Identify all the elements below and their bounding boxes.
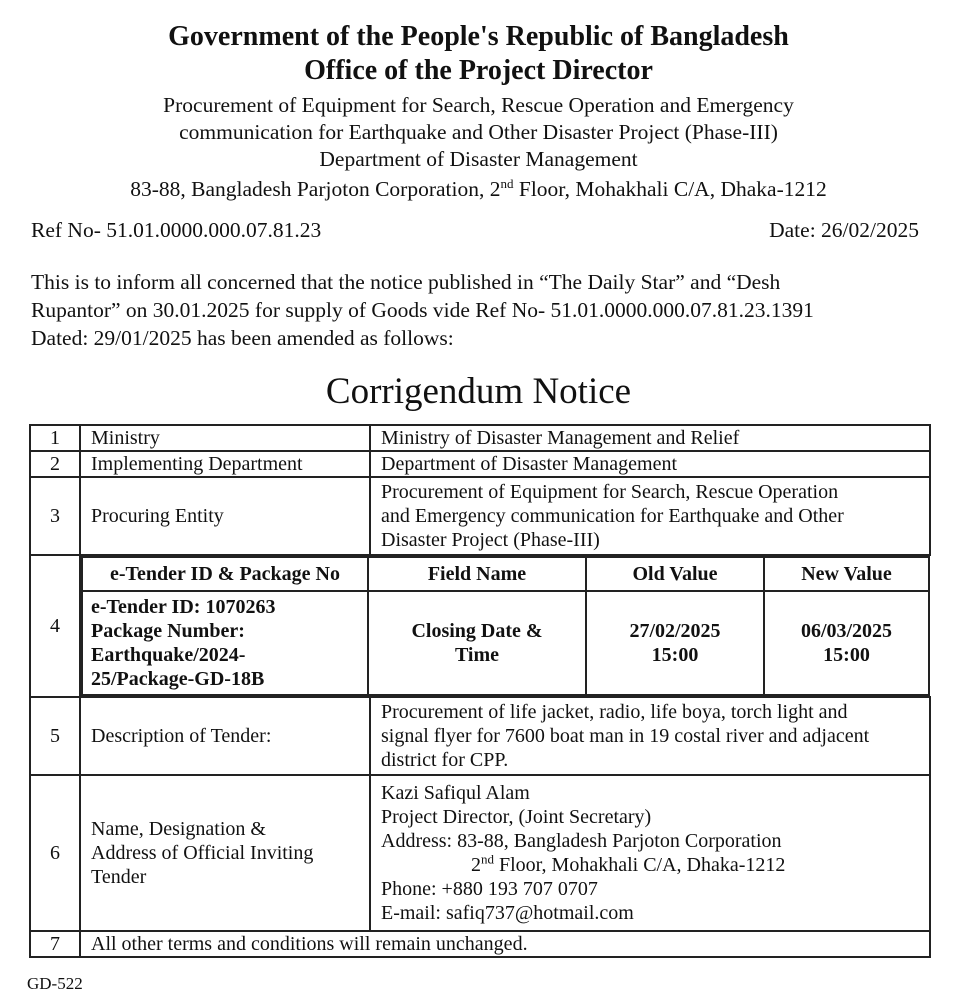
table-row-tender-change: 4 e-Tender ID & Package No Field Name Old Value New Value e-Tender ID: 1070263 Package Number: Earthquake/2024- 25/Package-GD-18B Closing Date & Time 27/02/2025 15:00 06/03/2025 15:00 <box>30 555 930 697</box>
intro-paragraph: This is to inform all concerned that the notice published in “The Daily Star” and “Desh Rupantor” on 30.01.2025 for supply of Goods vide Ref No- 51.01.0000.000.07.81.23.1391 Dated: 29/01/2025 has been amended as follows: <box>31 270 814 350</box>
ref-number: Ref No- 51.01.0000.000.07.81.23 <box>31 218 322 242</box>
tender-change-table: e-Tender ID & Package No Field Name Old Value New Value e-Tender ID: 1070263 Package Number: Earthquake/2024- 25/Package-GD-18B Closing Date & Time 27/02/2025 15:00 06/03/2025 15:00 <box>81 556 930 696</box>
table-row: 5 Description of Tender: Procurement of life jacket, radio, life boya, torch light and signal flyer for 7600 boat man in 19 costal river and adjacent district for CPP. <box>30 697 930 775</box>
official-phone: Phone: +880 193 707 0707 <box>381 878 598 900</box>
office-address: 83-88, Bangladesh Parjoton Corporation, 2nd Floor, Mohakhali C/A, Dhaka-1212 <box>130 175 827 201</box>
notice-date: Date: 26/02/2025 <box>769 218 919 242</box>
old-closing-value: 27/02/2025 15:00 <box>586 591 764 695</box>
official-email: E-mail: safiq737@hotmail.com <box>381 902 634 924</box>
table-row: 3 Procuring Entity Procurement of Equipment for Search, Rescue Operation and Emergency communication for Earthquake and Other Disaster Project (Phase-III) <box>30 477 930 555</box>
project-name-line2: communication for Earthquake and Other Disaster Project (Phase-III) <box>179 120 778 144</box>
table-row: 1 Ministry Ministry of Disaster Management and Relief <box>30 425 930 451</box>
new-closing-value: 06/03/2025 15:00 <box>764 591 929 695</box>
department-line: Department of Disaster Management <box>319 147 638 171</box>
gd-code: GD-522 <box>27 974 83 993</box>
letterhead <box>0 20 957 203</box>
project-name-line1: Procurement of Equipment for Search, Rescue Operation and Emergency <box>163 93 794 117</box>
table-row: 2 Implementing Department Department of Disaster Management <box>30 451 930 477</box>
corrigendum-table <box>29 424 931 958</box>
official-name: Kazi Safiqul Alam <box>381 782 530 804</box>
reference-row <box>31 218 919 243</box>
table-row: 6 Name, Designation & Address of Official Inviting Tender Kazi Safiqul Alam Project Director, (Joint Secretary) Address: 83-88, Bangladesh Parjoton Corporation 2nd Floor, Mohakhali C/A, Dhaka-1212 Phone: +880 193 707 0707 E-mail: safiq737@hotmail.com <box>30 775 930 931</box>
tender-id: e-Tender ID: 1070263 <box>91 596 276 618</box>
notice-title: Corrigendum Notice <box>325 371 632 412</box>
government-title: Government of the People's Republic of Bangladesh <box>168 21 789 52</box>
table-row: 7 All other terms and conditions will remain unchanged. <box>30 931 930 957</box>
office-title: Office of the Project Director <box>304 55 653 86</box>
